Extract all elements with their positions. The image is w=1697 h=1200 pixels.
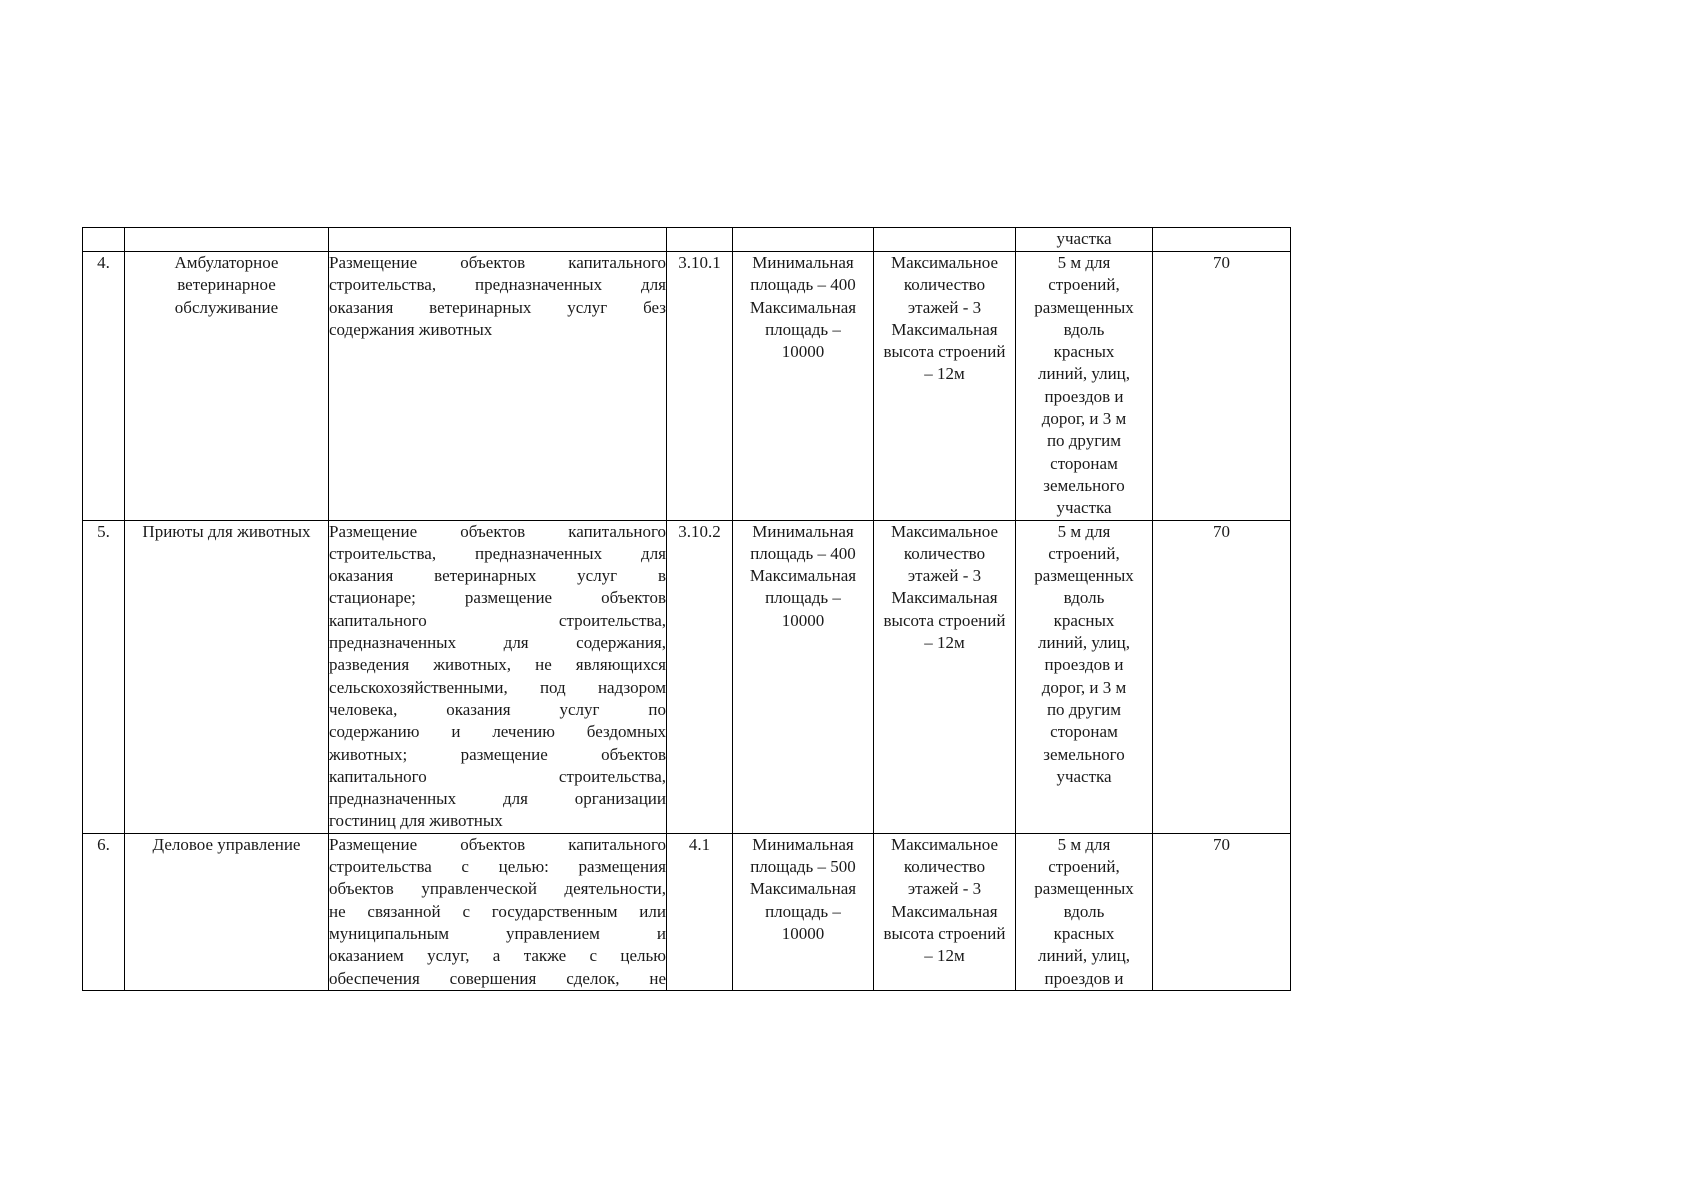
description-line: гостиниц для животных xyxy=(329,811,503,831)
text-line: Максимальное xyxy=(890,521,999,541)
description-line: предназначенных для организации xyxy=(329,789,666,809)
description-line: оказания ветеринарных услуг в xyxy=(329,566,666,586)
use-description-lines xyxy=(329,834,666,990)
row-number: 5. xyxy=(83,520,125,833)
text-line: 10000 xyxy=(781,610,825,630)
text-line: ветеринарное xyxy=(177,275,276,295)
text-line: Максимальное xyxy=(890,253,999,272)
cell-floors xyxy=(874,228,1016,252)
use-name xyxy=(125,252,329,521)
plot-area xyxy=(733,520,874,833)
text-line: 10000 xyxy=(781,923,825,943)
text-line: Амбулаторное xyxy=(174,253,279,272)
text-line: этажей - 3 xyxy=(907,566,982,586)
plot-area-lines xyxy=(733,521,873,632)
text-line: Минимальная xyxy=(752,253,854,272)
table-row xyxy=(83,252,1291,521)
text-line: – 12м xyxy=(924,633,965,653)
description-line: обеспечения совершения сделок, не xyxy=(329,968,666,988)
description-line: животных; размещение объектов xyxy=(329,744,666,764)
text-line: проездов и xyxy=(1044,655,1124,675)
coverage-percent: 70 xyxy=(1153,520,1291,833)
text-line: 5 м для xyxy=(1057,834,1111,854)
floors-height xyxy=(874,252,1016,521)
text-line: строений, xyxy=(1048,857,1120,877)
land-use-table xyxy=(82,227,1291,991)
coverage-percent: 70 xyxy=(1153,833,1291,990)
text-line: дорог, и 3 м xyxy=(1041,677,1127,697)
setback xyxy=(1016,252,1153,521)
description-line: не связанной с государственным или xyxy=(329,901,666,921)
text-line: по другим xyxy=(1046,699,1122,719)
text-line: Минимальная xyxy=(752,521,854,541)
text-line: 10000 xyxy=(781,342,825,362)
text-line: линий, улиц, xyxy=(1037,633,1131,653)
description-line: муниципальным управлением и xyxy=(329,923,666,943)
text-line: участка xyxy=(1056,498,1112,518)
setback-lines xyxy=(1016,521,1152,789)
text-line: красных xyxy=(1053,610,1115,630)
text-line: 5 м для xyxy=(1057,253,1111,272)
description-line: строительства, предназначенных для xyxy=(329,543,666,563)
text-line: количество xyxy=(903,543,986,563)
use-description-lines xyxy=(329,521,666,833)
table-row xyxy=(83,833,1291,990)
text-line: – 12м xyxy=(924,946,965,966)
description-line: капитального строительства, xyxy=(329,610,666,630)
use-description-lines xyxy=(329,252,666,341)
description-line: оказания ветеринарных услуг без xyxy=(329,297,666,317)
text-line: этажей - 3 xyxy=(907,879,982,899)
text-line: 5 м для xyxy=(1057,521,1111,541)
coverage-percent: 70 xyxy=(1153,252,1291,521)
text-line: проездов и xyxy=(1044,386,1124,406)
cell-num xyxy=(83,228,125,252)
text-line: этажей - 3 xyxy=(907,297,982,317)
use-description xyxy=(329,833,667,990)
floors-height xyxy=(874,833,1016,990)
text-line: высота строений xyxy=(883,610,1006,630)
text-line: линий, улиц, xyxy=(1037,364,1131,384)
cell-name xyxy=(125,228,329,252)
plot-area-lines xyxy=(733,834,873,945)
description-line: человека, оказания услуг по xyxy=(329,699,666,719)
description-line: Размещение объектов капитального xyxy=(329,521,666,541)
text-line: строений, xyxy=(1048,543,1120,563)
plot-area xyxy=(733,833,874,990)
text-line: дорог, и 3 м xyxy=(1041,409,1127,429)
cell-code xyxy=(667,228,733,252)
text-line: – 12м xyxy=(924,364,965,384)
use-code: 3.10.2 xyxy=(667,520,733,833)
description-line: оказанием услуг, а также с целью xyxy=(329,946,666,966)
text-line: Деловое управление xyxy=(152,834,301,854)
continuation-row xyxy=(83,228,1291,252)
table-row xyxy=(83,520,1291,833)
use-name xyxy=(125,833,329,990)
use-code: 3.10.1 xyxy=(667,252,733,521)
description-line: сельскохозяйственными, под надзором xyxy=(329,677,666,697)
text-line: вдоль xyxy=(1063,588,1105,608)
setback xyxy=(1016,833,1153,990)
use-code: 4.1 xyxy=(667,833,733,990)
text-line: количество xyxy=(903,857,986,877)
text-line: высота строений xyxy=(883,923,1006,943)
text-line: высота строений xyxy=(883,342,1006,362)
text-line: земельного xyxy=(1043,744,1125,764)
description-line: объектов управленческой деятельности, xyxy=(329,879,666,899)
text-line: обслуживание xyxy=(174,297,279,317)
description-line: предназначенных для содержания, xyxy=(329,633,666,653)
text-line: проездов и xyxy=(1044,968,1124,988)
text-line: площадь – xyxy=(765,901,841,921)
row-number: 6. xyxy=(83,833,125,990)
use-description xyxy=(329,520,667,833)
cell-description xyxy=(329,228,667,252)
description-line: содержанию и лечению бездомных xyxy=(329,722,666,742)
text-line: Максимальная xyxy=(891,588,998,608)
use-name-lines xyxy=(125,252,328,319)
setback-lines xyxy=(1016,834,1152,990)
text-line: Максимальная xyxy=(749,566,857,586)
floors-height xyxy=(874,520,1016,833)
text-line: линий, улиц, xyxy=(1037,946,1131,966)
text-line: сторонам xyxy=(1050,722,1118,742)
text-line: строений, xyxy=(1048,275,1120,295)
text-line: Приюты для животных xyxy=(142,521,311,541)
use-name xyxy=(125,520,329,833)
text-line: красных xyxy=(1053,342,1115,362)
description-line: строительства, предназначенных для xyxy=(329,275,666,295)
description-line: Размещение объектов капитального xyxy=(329,253,666,272)
floors-height-lines xyxy=(874,252,1015,386)
text-line: Максимальная xyxy=(891,901,998,921)
description-line: разведения животных, не являющихся xyxy=(329,655,666,675)
text-line: размещенных xyxy=(1034,566,1134,586)
text-line: площадь – xyxy=(765,319,841,339)
setback-lines xyxy=(1016,252,1152,520)
text-line: вдоль xyxy=(1063,901,1105,921)
floors-height-lines xyxy=(874,521,1015,655)
text-line: количество xyxy=(903,275,986,295)
text-line: размещенных xyxy=(1034,297,1134,317)
text-line: земельного xyxy=(1043,475,1125,495)
description-line: стационаре; размещение объектов xyxy=(329,588,666,608)
text-line: по другим xyxy=(1046,431,1122,451)
use-description xyxy=(329,252,667,521)
text-line: площадь – xyxy=(765,588,841,608)
plot-area xyxy=(733,252,874,521)
text-line: размещенных xyxy=(1034,879,1134,899)
setback-tail: участка xyxy=(1056,229,1112,248)
description-line: Размещение объектов капитального xyxy=(329,834,666,854)
text-line: Максимальная xyxy=(749,297,857,317)
cell-setback xyxy=(1016,228,1153,252)
floors-height-lines xyxy=(874,834,1015,968)
description-line: содержания животных xyxy=(329,319,493,339)
text-line: участка xyxy=(1056,766,1112,786)
description-line: строительства с целью: размещения xyxy=(329,857,666,877)
cell-area xyxy=(733,228,874,252)
use-name-lines xyxy=(125,521,328,543)
text-line: Максимальное xyxy=(890,834,999,854)
setback xyxy=(1016,520,1153,833)
row-number: 4. xyxy=(83,252,125,521)
text-line: площадь – 400 xyxy=(750,275,856,295)
text-line: Минимальная xyxy=(752,834,854,854)
text-line: красных xyxy=(1053,923,1115,943)
text-line: сторонам xyxy=(1050,453,1118,473)
use-name-lines xyxy=(125,834,328,856)
text-line: вдоль xyxy=(1063,319,1105,339)
description-line: капитального строительства, xyxy=(329,766,666,786)
text-line: Максимальная xyxy=(891,319,998,339)
text-line: площадь – 500 xyxy=(750,857,856,877)
plot-area-lines xyxy=(733,252,873,363)
text-line: Максимальная xyxy=(749,879,857,899)
text-line: площадь – 400 xyxy=(750,543,856,563)
cell-percent xyxy=(1153,228,1291,252)
